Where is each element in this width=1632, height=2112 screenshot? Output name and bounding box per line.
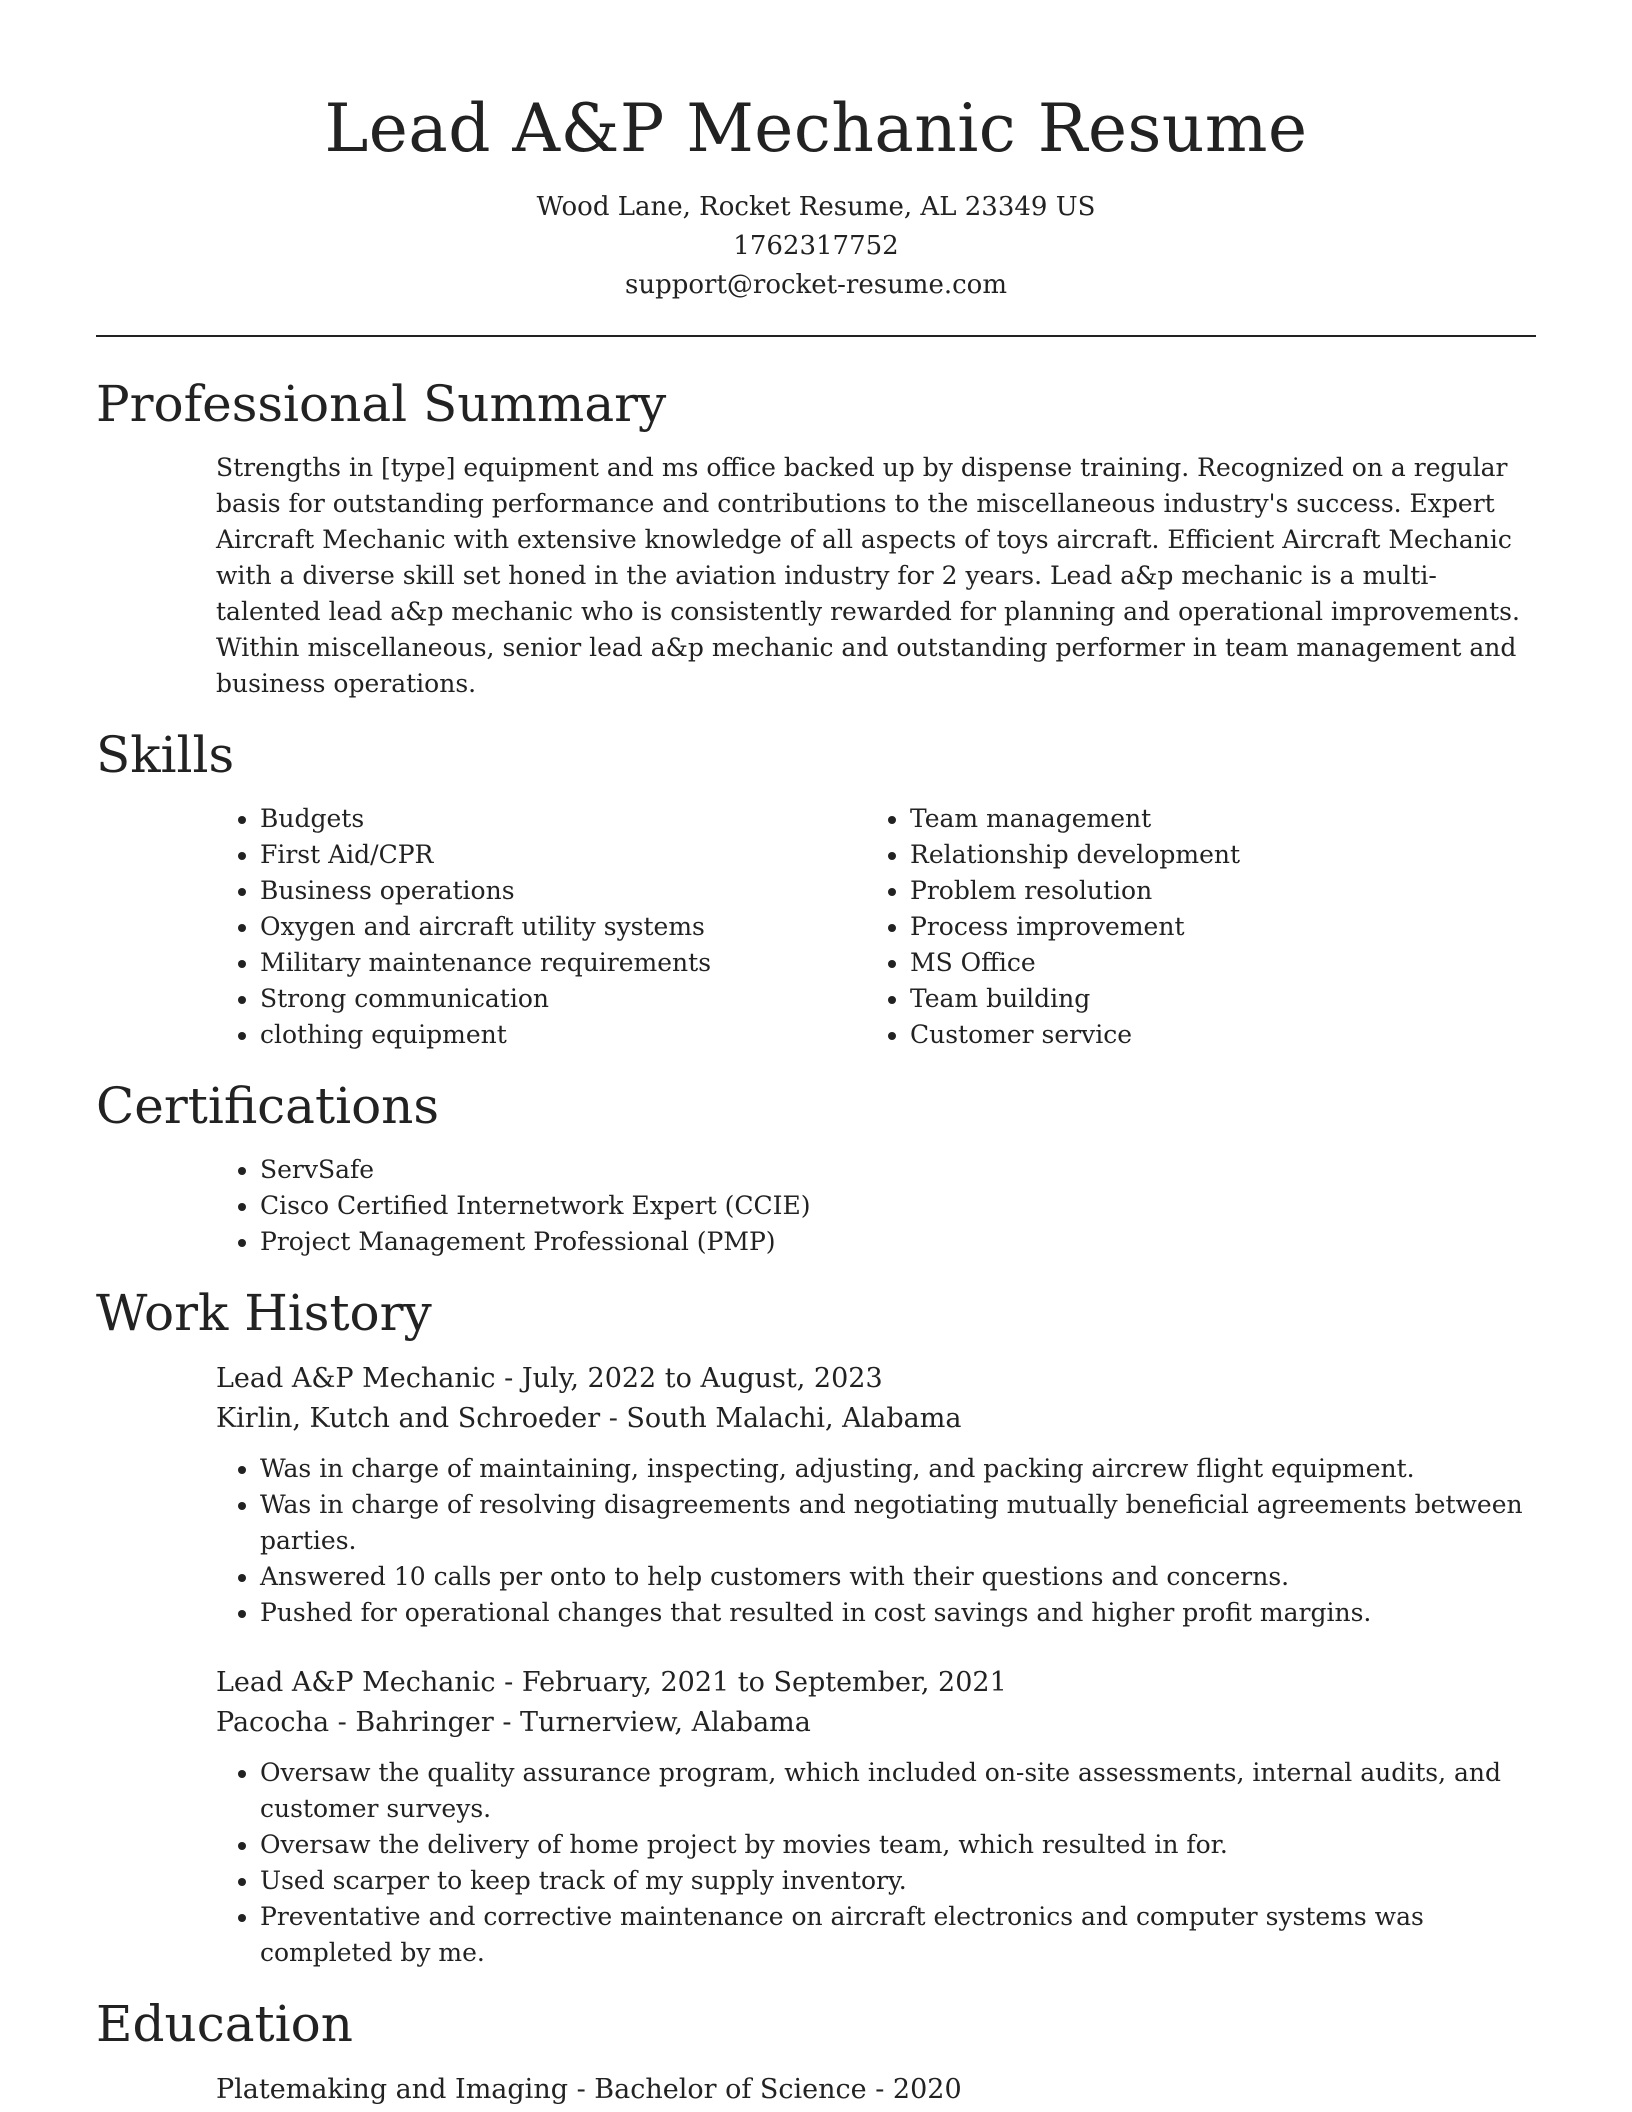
skill-item: • Team management (910, 801, 1536, 837)
contact-block (96, 188, 1536, 305)
certification-item: • Cisco Certified Internetwork Expert (CCIE) (260, 1188, 1536, 1224)
job-duties (216, 1451, 1536, 1631)
skill-item: • Customer service (910, 1017, 1536, 1053)
job-title-line (216, 1359, 1536, 1399)
job-duty: • Pushed for operational changes that resulted in cost savings and higher profit margins. (260, 1595, 1536, 1631)
skill-item: • Oxygen and aircraft utility systems (260, 909, 866, 945)
job-duties (216, 1755, 1536, 1971)
skill-item: • Budgets (260, 801, 866, 837)
header-divider (96, 335, 1536, 337)
certifications-heading: Certifications (96, 1077, 440, 1135)
job-title: Lead A&P Mechanic (216, 1667, 496, 1698)
education-entry: Platemaking and Imaging - Bachelor of Science - 2020 (216, 2074, 962, 2105)
contact-email: support@rocket-resume.com (624, 270, 1007, 300)
certifications-list (216, 1152, 1536, 1260)
skill-item: • Business operations (260, 873, 866, 909)
skill-item: • Process improvement (910, 909, 1536, 945)
certification-item: • Project Management Professional (PMP) (260, 1224, 1536, 1260)
resume-title: Lead A&P Mechanic Resume (324, 90, 1308, 167)
skills-list-left (216, 801, 866, 1053)
education-heading: Education (96, 1995, 353, 2053)
job-duty: • Answered 10 calls per onto to help customers with their questions and concerns. (260, 1559, 1536, 1595)
job-entry (216, 1663, 1536, 1971)
job-location: - Turnerview, Alabama (493, 1707, 811, 1738)
summary-section (96, 377, 1536, 702)
skills-section (96, 728, 1536, 1053)
certifications-section (96, 1079, 1536, 1260)
job-entry (216, 1359, 1536, 1631)
resume-page (96, 0, 1536, 2110)
certification-item: • ServSafe (260, 1152, 1536, 1188)
skill-item: • Problem resolution (910, 873, 1536, 909)
education-section (96, 1997, 1536, 2110)
skill-item: • Military maintenance requirements (260, 945, 866, 981)
skill-item: • First Aid/CPR (260, 837, 866, 873)
skills-heading: Skills (96, 726, 235, 784)
job-duty: • Preventative and corrective maintenance on aircraft electronics and computer systems was completed by me. (260, 1899, 1536, 1971)
job-duty: • Oversaw the quality assurance program, which included on-site assessments, internal audits, and customer surveys. (260, 1755, 1536, 1827)
contact-phone: 1762317752 (733, 231, 899, 261)
job-company: Kirlin, Kutch and Schroeder (216, 1403, 601, 1434)
skills-list-right (866, 801, 1536, 1053)
job-dates: - July, 2022 to August, 2023 (495, 1363, 883, 1394)
job-location: - South Malachi, Alabama (600, 1403, 962, 1434)
job-duty: • Used scarper to keep track of my supply inventory. (260, 1863, 1536, 1899)
summary-text: Strengths in [type] equipment and ms office backed up by dispense training. Recognized on a regular basis for outstanding performance and contributions to the miscellaneous industry's success. Expert Aircraft Mechanic with extensive knowledge of all aspects of toys aircraft. Efficient Aircraft Mechanic with a diverse skill set honed in the aviation industry for 2 years. Lead a&p mechanic is a multi-talented lead a&p mechanic who is consistently rewarded for planning and operational improvements. Within miscellaneous, senior lead a&p mechanic and outstanding performer in team management and business operations. (216, 453, 1520, 698)
skill-item: • MS Office (910, 945, 1536, 981)
skill-item: • Strong communication (260, 981, 866, 1017)
job-company: Pacocha - Bahringer (216, 1707, 494, 1738)
work-history-heading: Work History (96, 1284, 432, 1342)
job-company-line (216, 1703, 1536, 1743)
job-dates: - February, 2021 to September, 2021 (495, 1667, 1007, 1698)
job-title-line (216, 1663, 1536, 1703)
skill-item: • Team building (910, 981, 1536, 1017)
job-duty: • Was in charge of resolving disagreements and negotiating mutually beneficial agreements between parties. (260, 1487, 1536, 1559)
job-duty: • Was in charge of maintaining, inspecting, adjusting, and packing aircrew flight equipment. (260, 1451, 1536, 1487)
job-duty: • Oversaw the delivery of home project by movies team, which resulted in for. (260, 1827, 1536, 1863)
job-title: Lead A&P Mechanic (216, 1363, 496, 1394)
contact-address: Wood Lane, Rocket Resume, AL 23349 US (536, 192, 1096, 222)
skill-item: • clothing equipment (260, 1017, 866, 1053)
summary-heading: Professional Summary (96, 375, 667, 433)
job-company-line (216, 1399, 1536, 1439)
skill-item: • Relationship development (910, 837, 1536, 873)
work-history-section (96, 1286, 1536, 1971)
